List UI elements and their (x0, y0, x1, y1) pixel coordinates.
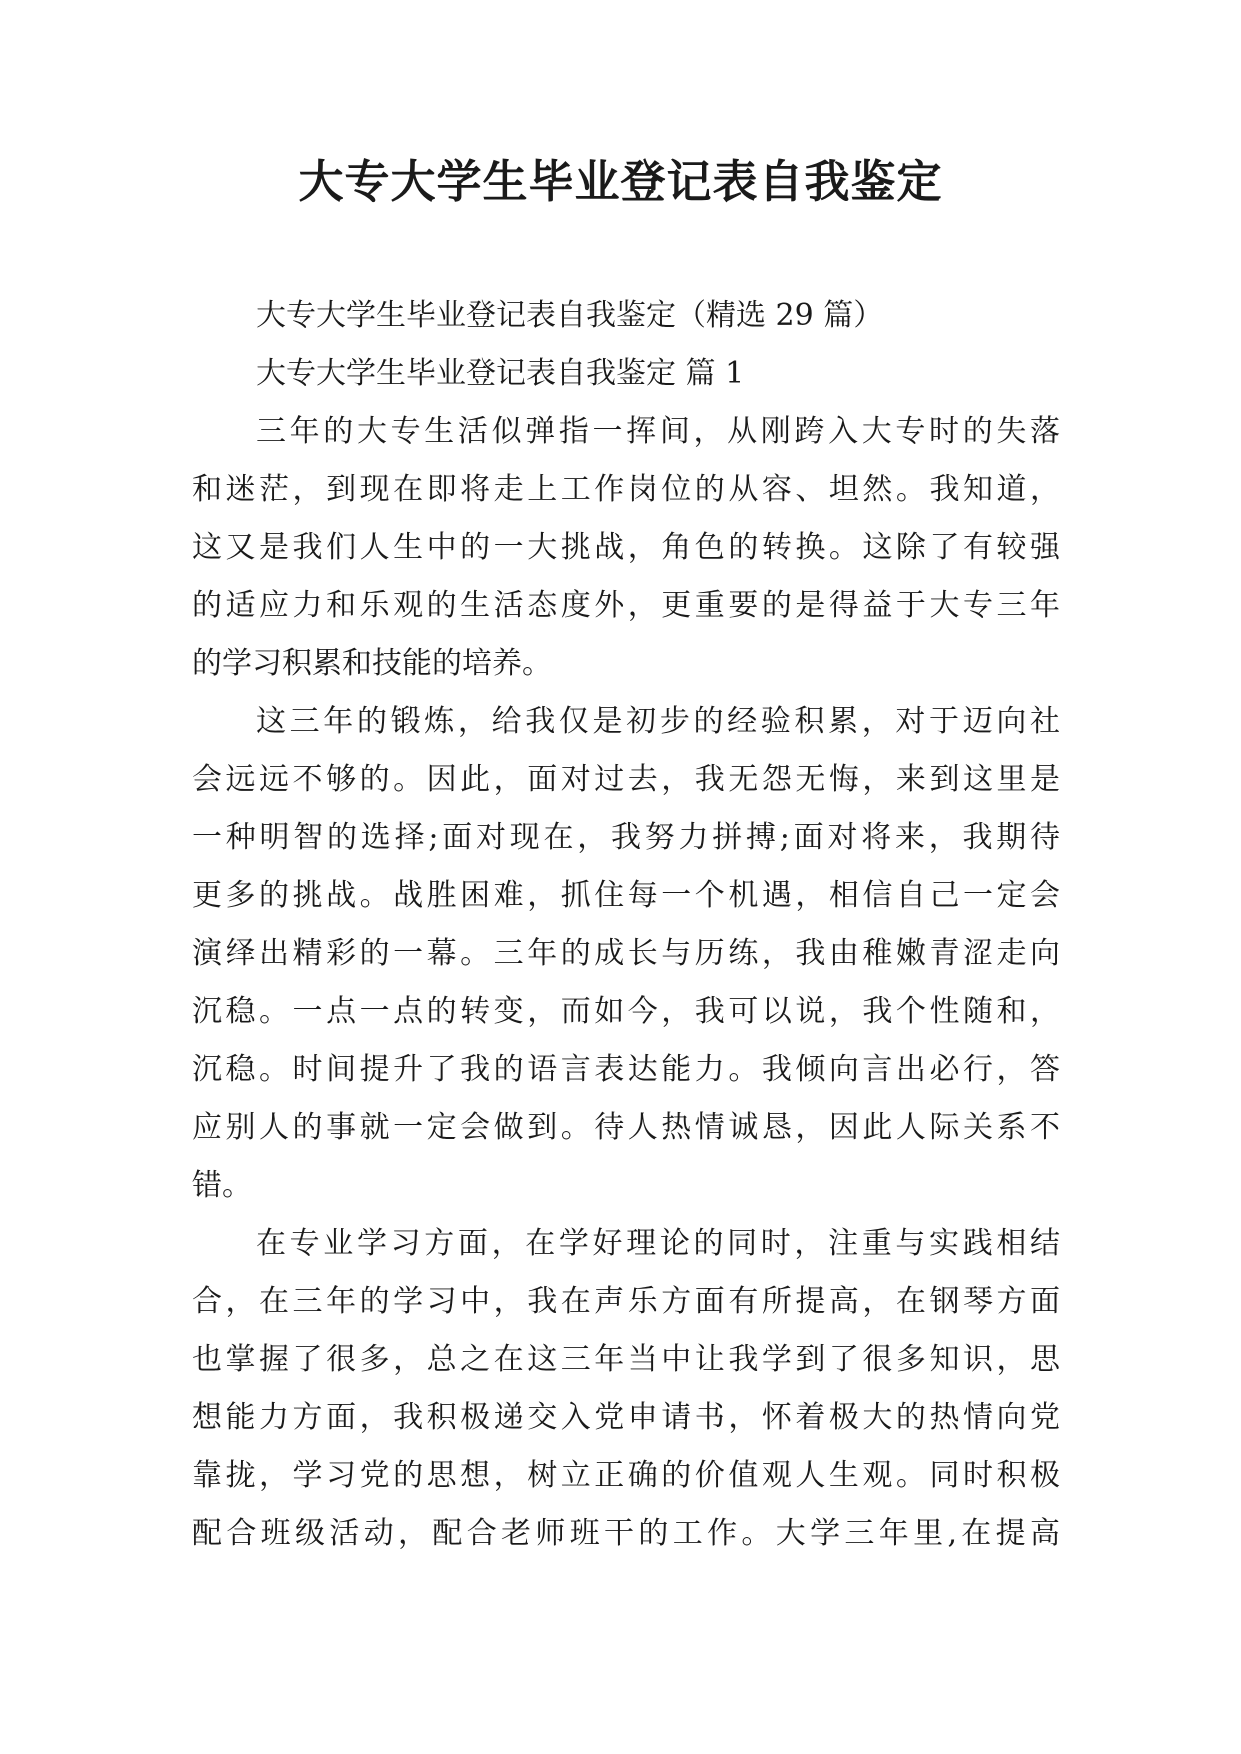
paragraph-line: 也掌握了很多，总之在这三年当中让我学到了很多知识，思 (192, 1342, 1060, 1377)
paragraph-line: 演绎出精彩的一幕。三年的成长与历练，我由稚嫩青涩走向 (192, 936, 1060, 971)
paragraph-line: 的适应力和乐观的生活态度外，更重要的是得益于大专三年 (192, 588, 1060, 623)
paragraph-line: 应别人的事就一定会做到。待人热情诚恳，因此人际关系不 (192, 1110, 1060, 1145)
document-body (192, 287, 1060, 1563)
document-title: 大专大学生毕业登记表自我鉴定 (298, 155, 943, 208)
paragraph-line: 合，在三年的学习中，我在声乐方面有所提高，在钢琴方面 (192, 1284, 1060, 1319)
paragraph-line: 配合班级活动，配合老师班干的工作。大学三年里,在提高 (192, 1516, 1060, 1551)
paragraph-line: 三年的大专生活似弹指一挥间，从刚跨入大专时的失落 (256, 414, 1060, 449)
paragraph-line: 沉稳。时间提升了我的语言表达能力。我倾向言出必行，答 (192, 1052, 1060, 1087)
paragraph-line: 靠拢，学习党的思想，树立正确的价值观人生观。同时积极 (192, 1458, 1060, 1493)
paragraph-line: 沉稳。一点一点的转变，而如今，我可以说，我个性随和， (192, 994, 1060, 1029)
paragraph-line: 这三年的锻炼，给我仅是初步的经验积累，对于迈向社 (256, 704, 1060, 739)
paragraph-line: 错。 (192, 1168, 252, 1203)
paragraph-line: 更多的挑战。战胜困难，抓住每一个机遇，相信自己一定会 (192, 878, 1060, 913)
paragraph-line: 的学习积累和技能的培养。 (192, 646, 552, 681)
subtitle-line: 大专大学生毕业登记表自我鉴定（精选 29 篇） (256, 298, 884, 333)
paragraph-line: 会远远不够的。因此，面对过去，我无怨无悔，来到这里是 (192, 762, 1060, 797)
paragraph-1 (192, 403, 1060, 693)
paragraph-line: 在专业学习方面，在学好理论的同时，注重与实践相结 (256, 1226, 1060, 1261)
paragraph-3 (192, 1215, 1060, 1563)
paragraph-2 (192, 693, 1060, 1215)
paragraph-line: 想能力方面，我积极递交入党申请书，怀着极大的热情向党 (192, 1400, 1060, 1435)
paragraph-line: 一种明智的选择;面对现在，我努力拼搏;面对将来，我期待 (192, 820, 1060, 855)
paragraph-line: 和迷茫，到现在即将走上工作岗位的从容、坦然。我知道， (192, 472, 1060, 507)
section-heading: 大专大学生毕业登记表自我鉴定 篇 1 (256, 356, 745, 391)
paragraph-line: 这又是我们人生中的一大挑战，角色的转换。这除了有较强 (192, 530, 1060, 565)
